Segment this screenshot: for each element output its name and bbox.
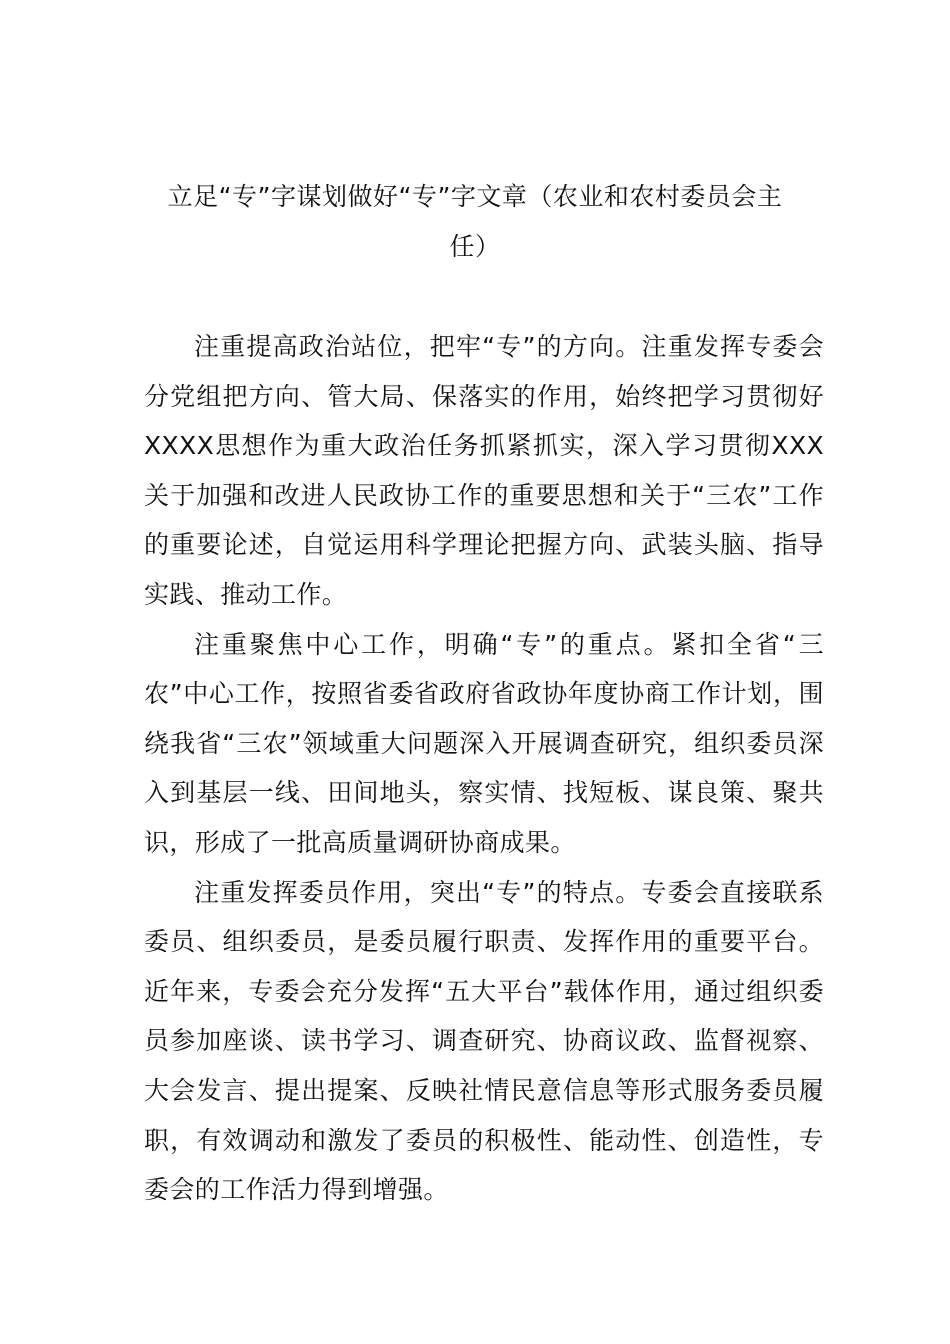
paragraph-political-stance: 注重提高政治站位，把牢“专”的方向。注重发挥专委会分党组把方向、管大局、保落实的作用，始终把学习贯彻好XXXX思想作为重大政治任务抓紧抓实，深入学习贯彻XXX关于加强和改进人民政协工作的重要思想和关于“三农”工作的重要论述，自觉运用科学理论把握方向、武装头脑、指导实践、推动工作。 (144, 332, 824, 609)
paragraph-member-role: 注重发挥委员作用，突出“专”的特点。专委会直接联系委员、组织委员，是委员履行职责、发挥作用的重要平台。近年来，专委会充分发挥“五大平台”载体作用，通过组织委员参加座谈、读书学习、调查研究、协商议政、监督视察、大会发言、提出提案、反映社情民意信息等形式服务委员履职，有效调动和激发了委员的积极性、能动性、创造性，专委会的工作活力得到增强。 (144, 877, 824, 1205)
title-line-1: 立足“专”字谋划做好“专”字文章（农业和农村委员会主 (167, 182, 783, 211)
document-title (140, 172, 810, 272)
paragraph-central-work: 注重聚焦中心工作，明确“专”的重点。紧扣全省“三农”中心工作，按照省委省政府省政协年度协商工作计划，围绕我省“三农”领域重大问题深入开展调查研究，组织委员深入到基层一线、田间地头，察实情、找短板、谋良策、聚共识，形成了一批高质量调研协商成果。 (144, 629, 824, 857)
title-line-2: 任） (449, 232, 501, 261)
document-body (144, 322, 824, 1215)
